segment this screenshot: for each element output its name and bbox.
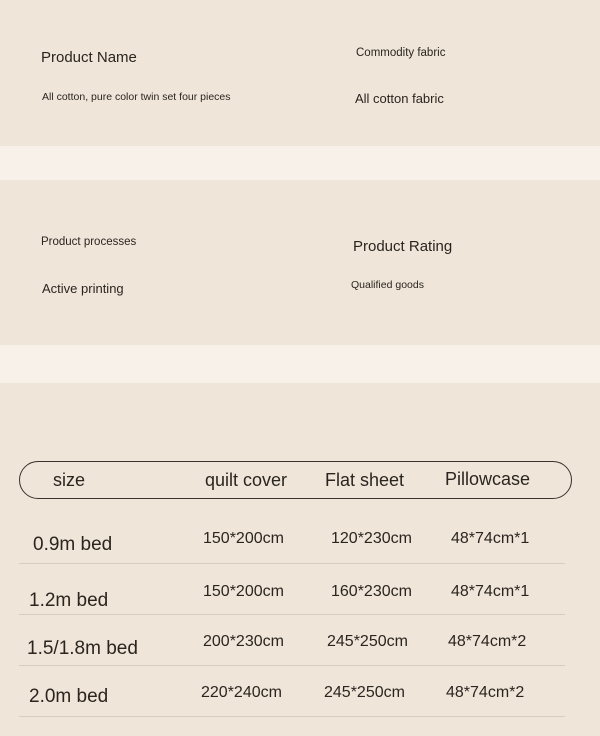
row-1-quilt-cover: 150*200cm bbox=[203, 583, 284, 600]
processes-label: Product processes bbox=[41, 236, 137, 248]
product-name-value: All cotton, pure color twin set four pieces bbox=[42, 91, 231, 103]
row-3-quilt-cover: 220*240cm bbox=[201, 684, 282, 701]
row-divider bbox=[19, 563, 565, 564]
processes-value: Active printing bbox=[42, 281, 124, 296]
rating-value: Qualified goods bbox=[351, 279, 424, 291]
row-2-pillowcase: 48*74cm*2 bbox=[448, 633, 527, 650]
row-1-pillowcase: 48*74cm*1 bbox=[451, 583, 530, 600]
row-0-pillowcase: 48*74cm*1 bbox=[451, 530, 530, 547]
row-0-flat-sheet: 120*230cm bbox=[331, 530, 412, 547]
info-panel-middle bbox=[0, 180, 600, 345]
row-1-size: 1.2m bed bbox=[29, 590, 109, 611]
header-size: size bbox=[53, 470, 86, 490]
fabric-label: Commodity fabric bbox=[356, 47, 446, 59]
fabric-value: All cotton fabric bbox=[355, 91, 444, 106]
row-0-size: 0.9m bed bbox=[33, 534, 113, 555]
info-panel-top bbox=[0, 0, 600, 146]
row-divider bbox=[19, 614, 565, 615]
separator-band-2 bbox=[0, 345, 600, 383]
header-flat-sheet: Flat sheet bbox=[325, 470, 405, 490]
row-divider bbox=[19, 665, 565, 666]
rating-label: Product Rating bbox=[353, 238, 453, 255]
row-3-pillowcase: 48*74cm*2 bbox=[446, 684, 525, 701]
header-quilt-cover: quilt cover bbox=[205, 470, 288, 490]
row-2-quilt-cover: 200*230cm bbox=[203, 633, 284, 650]
row-3-flat-sheet: 245*250cm bbox=[324, 684, 405, 701]
separator-band-1 bbox=[0, 146, 600, 180]
product-name-label: Product Name bbox=[41, 49, 137, 66]
row-0-quilt-cover: 150*200cm bbox=[203, 530, 284, 547]
row-1-flat-sheet: 160*230cm bbox=[331, 583, 412, 600]
header-pillowcase: Pillowcase bbox=[445, 469, 531, 489]
row-2-size: 1.5/1.8m bed bbox=[27, 638, 138, 659]
row-3-size: 2.0m bed bbox=[29, 686, 109, 707]
row-2-flat-sheet: 245*250cm bbox=[327, 633, 408, 650]
row-divider bbox=[19, 716, 565, 717]
